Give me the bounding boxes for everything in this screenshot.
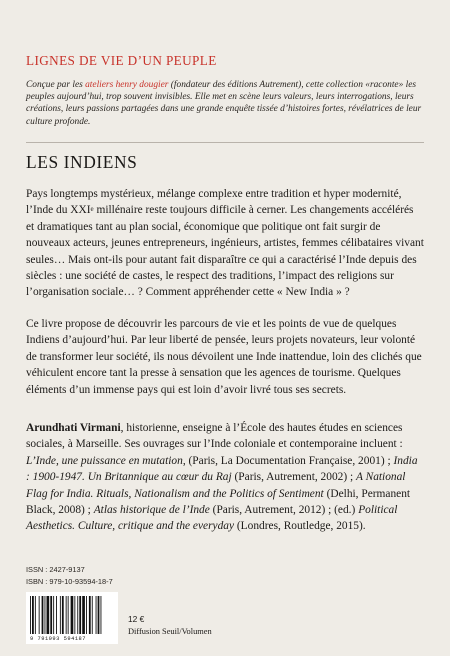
author-name: Arundhati Virmani	[26, 422, 121, 434]
barcode-bar	[92, 596, 93, 634]
summary-paragraph-1	[26, 186, 424, 301]
barcode-bar	[82, 596, 85, 634]
barcode-bar	[71, 596, 74, 634]
century-superscript: e	[90, 205, 94, 214]
barcode-bar	[32, 596, 34, 634]
barcode-bar	[42, 596, 44, 634]
work-title-5: Political Aesthetics. Culture, critique and the everyday	[26, 504, 398, 533]
barcode-bars	[30, 596, 114, 634]
barcode-bar	[98, 596, 100, 634]
barcode-bar	[96, 596, 97, 634]
barcode-bar	[60, 596, 61, 634]
barcode-bar	[39, 596, 40, 634]
barcode-bar	[62, 596, 64, 634]
isbn: ISBN : 979-10-93594-18-7	[26, 577, 113, 586]
series-title: LIGNES DE VIE D’UN PEUPLE	[26, 53, 217, 68]
barcode-bar	[79, 596, 81, 634]
barcode-bar	[35, 596, 36, 634]
work-pub-1: , (Paris, La Documentation Française, 2001) ;	[182, 454, 394, 467]
work-title-2: India : 1900-1947. Un Britannique au cœur du Raj	[26, 454, 418, 484]
barcode-bar	[45, 596, 46, 634]
summary-paragraph-2: Ce livre propose de découvrir les parcours de vie et les points de vue de quelques Indiens d’aujourd’hui. Par leur liberté de pensée, leurs projets novateurs, leur volonté de transformer leur société, ils nous dévoilent une Inde inattendue, loin des clichés que véhiculent encore tant la presse à sensation que les agences de tourisme. Quelques éléments d’un immense pays qui est loin d’avoir livré tous ses secrets.	[26, 318, 422, 396]
author-bio	[26, 420, 424, 535]
barcode-bar	[77, 596, 78, 634]
work-title-4: Atlas historique de l’Inde	[93, 504, 210, 517]
work-pub-4: (Paris, Autrement, 2012) ; (ed.)	[209, 504, 359, 517]
publisher-brand: ateliers henry dougier	[85, 80, 169, 90]
barcode-bar	[86, 596, 87, 634]
work-title-3: A National Flag for India. Rituals, Nationalism and the Politics of Sentiment	[26, 471, 406, 500]
price: 12 €	[128, 614, 145, 624]
work-pub-3: (Delhi, Permanent Black, 2008) ;	[26, 487, 411, 517]
barcode-bar	[101, 596, 102, 634]
barcode-bar	[66, 596, 67, 634]
barcode-number: 9 791093 594187	[30, 636, 87, 642]
barcode-bar	[68, 596, 69, 634]
author-bio-text: , historienne, enseigne à l’École des hautes études en sciences sociales, à Marseille. Ses ouvrages sur l’Inde coloniale et contemporaine incluent :	[26, 422, 403, 451]
barcode-bar	[56, 596, 57, 634]
barcode-bar	[30, 596, 31, 634]
work-pub-2: (Paris, Autrement, 2002) ;	[231, 471, 356, 484]
work-pub-5: (Londres, Routledge, 2015).	[234, 520, 366, 533]
barcode-bar	[50, 596, 52, 634]
section-divider	[26, 142, 424, 143]
work-title-1: L’Inde, une puissance en mutation	[26, 454, 183, 467]
series-description	[26, 79, 426, 128]
summary-1-part-b: millénaire reste toujours difficile à cerner. Les changements accélérés et dramatiques tant au plan social, économique que politique ont fait surgir de nouveaux acteurs, jeunes entrepreneurs, ingénieurs, artistes, femmes célibataires vivant seules… Mais ont-ils pour autant fait disparaître ce qui a caractérisé l’Inde depuis des siècles : une société de castes, le respect des traditions, l’impact des religions sur l’organisation sociale… ? Comment appréhender cette « New India » ?	[26, 204, 424, 299]
series-desc-intro: Conçue par les	[26, 80, 86, 90]
series-desc-body: (fondateur des éditions Autrement), cette collection «raconte» les peuples aujourd’hui, trop souvent invisibles. Elle met en scène leurs valeurs, leurs interrogations, leurs créations, leurs passions partagées dans une grande enquête tissée d’histoires fortes, révélatrices de leur culture profonde.	[26, 80, 422, 127]
barcode-bar	[89, 596, 91, 634]
barcode	[26, 592, 118, 644]
summary-1-part-a: Pays longtemps mystérieux, mélange complexe entre tradition et hyper modernité, l’Inde du XXI	[26, 188, 402, 217]
barcode-bar	[74, 596, 75, 634]
issn: ISSN : 2427-9137	[26, 565, 85, 574]
barcode-bar	[53, 596, 54, 634]
distributor: Diffusion Seuil/Volumen	[128, 627, 212, 636]
book-title: LES INDIENS	[26, 152, 138, 172]
barcode-bar	[47, 596, 50, 634]
